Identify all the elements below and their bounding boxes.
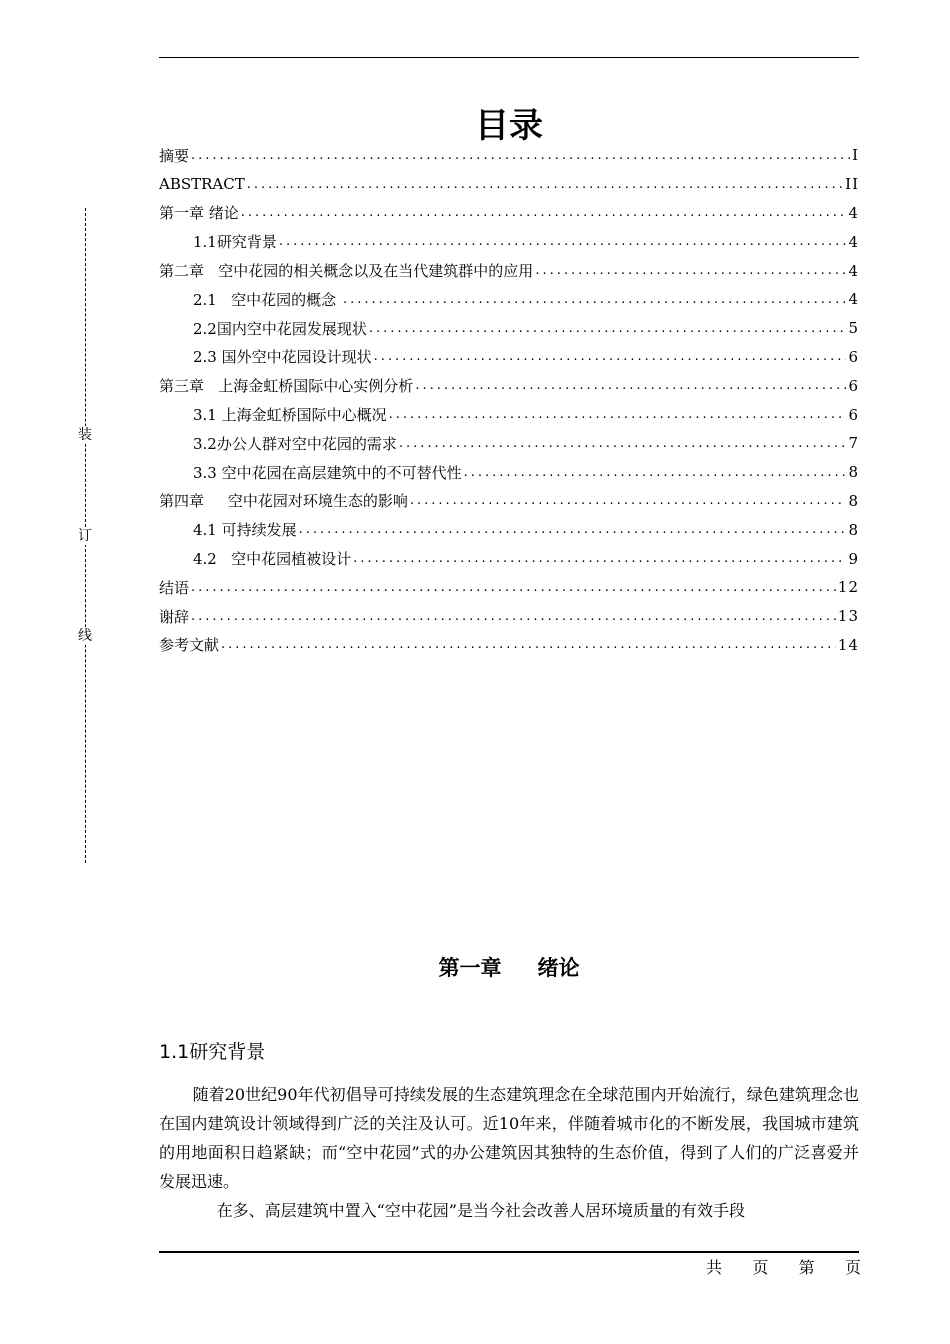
toc-entry-label: 第二章 空中花园的相关概念以及在当代建筑群中的应用 <box>159 262 534 281</box>
toc-leader-dots <box>299 522 847 537</box>
toc-leader-dots <box>410 493 847 508</box>
toc-leader-dots <box>464 465 847 480</box>
toc-entry[interactable] <box>159 602 859 631</box>
chapter-heading <box>159 953 859 983</box>
toc-entry[interactable] <box>159 573 859 602</box>
section-heading: 1.1研究背景 <box>159 1041 266 1063</box>
toc-entry-page: 9 <box>848 549 859 568</box>
toc-entry-label: 谢辞 <box>159 607 190 626</box>
toc-entry-page: 4 <box>848 261 859 280</box>
toc-entry-label: 2.2国内空中花园发展现状 <box>193 319 367 338</box>
toc-entry[interactable] <box>159 256 859 285</box>
chapter-title: 绪论 <box>537 956 580 980</box>
footer-rule <box>159 1251 859 1253</box>
toc-entry-label: 1.1研究背景 <box>193 233 277 252</box>
toc-leader-dots <box>191 148 850 163</box>
binding-char-ding: 订 <box>78 528 92 544</box>
toc-entry[interactable] <box>159 371 859 400</box>
toc-entry-page: 5 <box>848 319 859 338</box>
paragraph: 随着20世纪90年代初倡导可持续发展的生态建筑理念在全球范围内开始流行，绿色建筑理念也在国内建筑设计领域得到广泛的关注及认可。近10年来，伴随着城市化的不断发展，我国城市建筑的用地面积日趋紧缺；而“空中花园”式的办公建筑因其独特的生态价值，得到了人们的广泛喜爱并发展迅速。 <box>159 1085 859 1191</box>
toc-entry-page: I <box>852 146 859 165</box>
toc-entry-page: 13 <box>837 607 859 626</box>
toc-entry[interactable] <box>159 343 859 372</box>
toc-entry-label: 第一章 绪论 <box>159 204 239 223</box>
toc-entry[interactable] <box>159 458 859 487</box>
toc-leader-dots <box>374 349 847 364</box>
toc-leader-dots <box>241 205 847 220</box>
toc-leader-dots <box>191 609 836 624</box>
body-text <box>159 1080 859 1225</box>
toc-entry-label: 3.3 空中花园在高层建筑中的不可替代性 <box>193 463 462 482</box>
page-footer <box>706 1256 861 1280</box>
toc-entry[interactable] <box>159 227 859 256</box>
toc-entry[interactable] <box>159 285 859 314</box>
toc-entry-page: 12 <box>837 578 859 597</box>
toc-entry-page: 14 <box>837 635 859 654</box>
toc-entry-page: 4 <box>848 232 859 251</box>
toc-entry[interactable] <box>159 141 859 170</box>
toc-leader-dots <box>399 436 847 451</box>
toc-entry[interactable] <box>159 487 859 516</box>
toc-leader-dots <box>279 234 847 249</box>
toc-entry[interactable] <box>159 515 859 544</box>
chapter-number: 第一章 <box>438 956 502 980</box>
paragraph: 在多、高层建筑中置入“空中花园”是当今社会改善人居环境质量的有效手段 <box>216 1201 745 1220</box>
footer-ye: 页 <box>844 1258 861 1277</box>
toc-entry-label: 2.3 国外空中花园设计现状 <box>193 348 372 367</box>
toc-entry-page: 8 <box>848 520 859 539</box>
toc-leader-dots <box>389 407 847 422</box>
toc-entry-page: 8 <box>848 463 859 482</box>
toc-entry-label: 4.2 空中花园植被设计 <box>193 550 352 569</box>
toc-entry[interactable] <box>159 544 859 573</box>
toc-entry[interactable] <box>159 170 859 199</box>
header-rule <box>159 57 859 58</box>
toc-entry-page: 4 <box>848 290 859 309</box>
toc-entry-page: 7 <box>848 434 859 453</box>
toc-entry-label: ABSTRACT <box>159 175 245 194</box>
toc-entry-label: 4.1 可持续发展 <box>193 521 297 540</box>
toc-entry-page: 8 <box>848 491 859 510</box>
toc-entry-label: 3.2办公人群对空中花园的需求 <box>193 434 397 453</box>
toc-entry[interactable] <box>159 631 859 660</box>
toc-entry-label: 结语 <box>159 578 190 597</box>
toc-entry-page: 6 <box>848 376 859 395</box>
toc-entry-page: 4 <box>848 203 859 222</box>
toc-entry[interactable] <box>159 314 859 343</box>
toc-leader-dots <box>221 637 836 652</box>
toc-entry-label: 第四章 空中花园对环境生态的影响 <box>159 492 408 511</box>
toc-leader-dots <box>247 177 843 192</box>
toc-leader-dots <box>191 580 836 595</box>
toc-entry[interactable] <box>159 400 859 429</box>
toc-entry-label: 参考文献 <box>159 636 220 655</box>
footer-di: 第 <box>798 1258 815 1277</box>
toc-entry-label: 摘要 <box>159 146 190 165</box>
footer-ye: 页 <box>752 1258 769 1277</box>
table-of-contents <box>159 141 859 659</box>
toc-entry[interactable] <box>159 429 859 458</box>
toc-leader-dots <box>369 321 847 336</box>
toc-leader-dots <box>353 551 846 566</box>
binding-char-zhuang: 装 <box>78 427 92 443</box>
toc-entry-label: 第三章 上海金虹桥国际中心实例分析 <box>159 377 414 396</box>
toc-entry-page: II <box>845 175 859 194</box>
toc-entry-label: 2.1 空中花园的概念 <box>193 290 341 309</box>
toc-leader-dots <box>535 263 846 278</box>
toc-title: 目录 <box>475 106 543 146</box>
toc-entry-page: 6 <box>848 405 859 424</box>
footer-gong: 共 <box>706 1258 723 1277</box>
toc-entry[interactable] <box>159 199 859 228</box>
toc-leader-dots <box>415 378 846 393</box>
toc-leader-dots <box>343 292 847 307</box>
toc-entry-page: 6 <box>848 347 859 366</box>
binding-char-xian: 线 <box>78 628 92 644</box>
toc-entry-label: 3.1 上海金虹桥国际中心概况 <box>193 406 387 425</box>
